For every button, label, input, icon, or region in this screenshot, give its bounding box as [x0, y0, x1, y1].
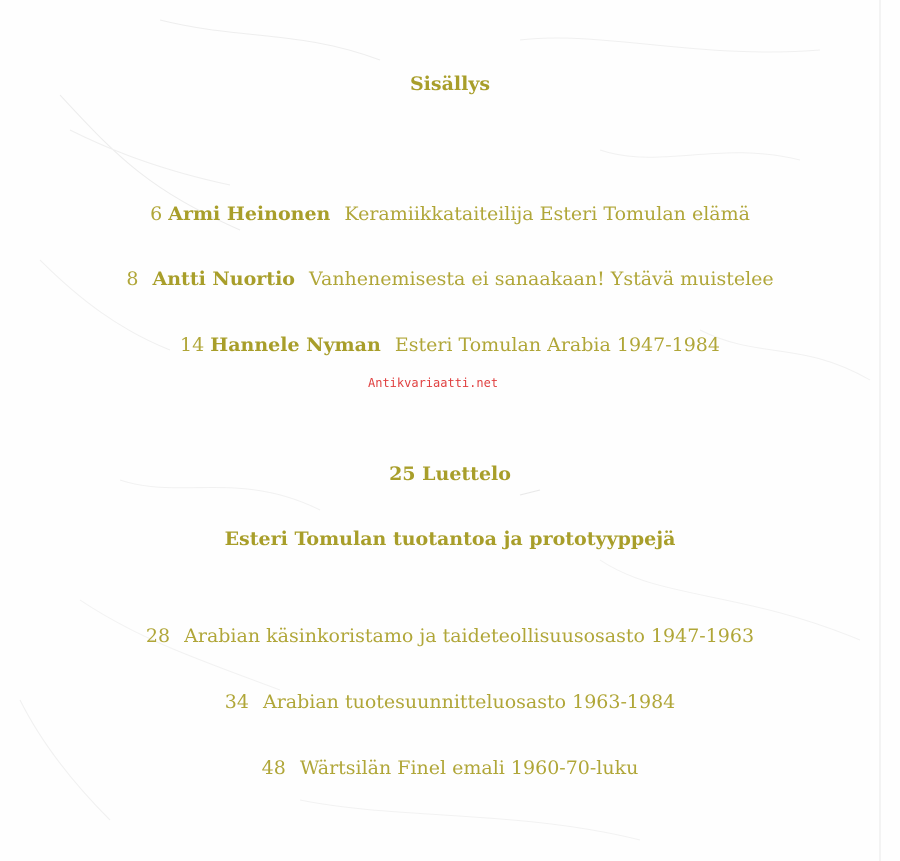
toc-entry[interactable] — [0, 333, 900, 357]
section-title: Arabian tuotesuunnitteluosasto 1963-1984 — [262, 691, 676, 713]
toc-section[interactable] — [0, 624, 900, 648]
entry-author: Antti Nuortio — [152, 268, 295, 290]
section-title: Wärtsilän Finel emali 1960-70-luku — [299, 757, 639, 779]
watermark-text: Antikvariaatti.net — [368, 376, 499, 390]
entry-page-number: 14 — [180, 334, 205, 356]
section-title: Arabian käsinkoristamo ja taideteollisuusosasto 1947-1963 — [184, 625, 755, 647]
section-page-number: 48 — [261, 757, 286, 779]
entry-author: Hannele Nyman — [210, 334, 381, 356]
section-page-number: 28 — [145, 625, 171, 647]
toc-entry[interactable] — [0, 202, 900, 226]
catalogue-heading[interactable] — [0, 462, 900, 486]
section-page-number: 34 — [224, 691, 249, 713]
entry-title: Vanhenemisesta ei sanaakaan! Ystävä muistelee — [309, 268, 774, 290]
entry-title: Keramiikkataiteilija Esteri Tomulan elämä — [344, 203, 750, 225]
entry-author: Armi Heinonen — [168, 203, 331, 225]
contents-heading: Sisällys — [409, 73, 491, 95]
toc-section[interactable] — [0, 690, 900, 714]
catalogue-label: Luettelo — [422, 463, 511, 485]
catalogue-page-number: 25 — [389, 463, 416, 485]
toc-entry[interactable] — [0, 267, 900, 291]
entry-title: Esteri Tomulan Arabia 1947-1984 — [394, 334, 720, 356]
entry-page-number: 6 — [150, 203, 163, 225]
entry-page-number: 8 — [126, 268, 139, 290]
catalogue-subtitle: Esteri Tomulan tuotantoa ja prototyyppejä — [224, 528, 676, 550]
toc-section[interactable] — [0, 756, 900, 780]
